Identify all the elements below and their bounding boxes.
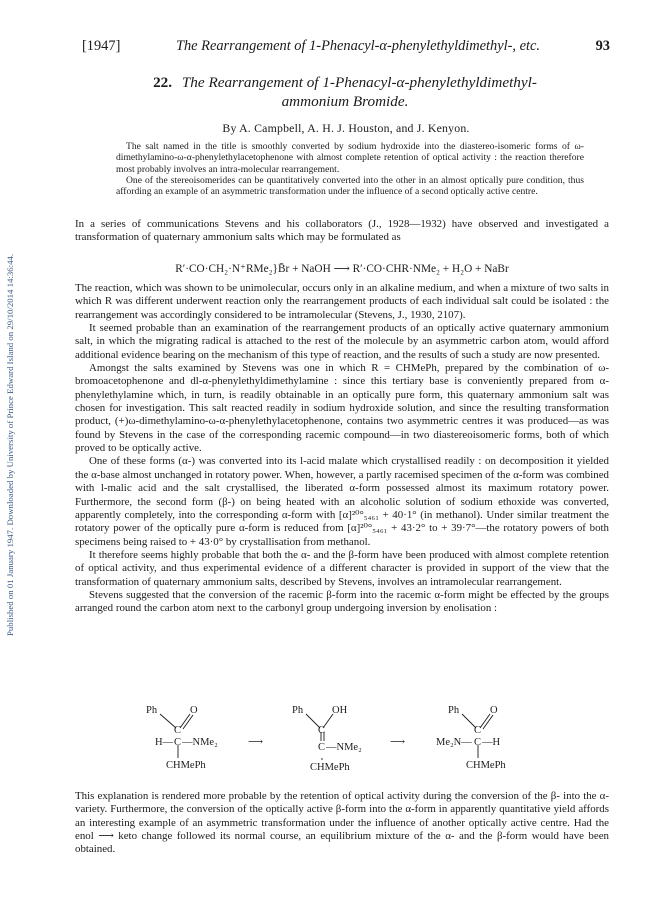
abstract	[116, 141, 584, 197]
closing-text-block	[75, 790, 609, 857]
article-title	[95, 73, 595, 111]
intro-paragraph-block	[75, 218, 609, 245]
s1-phenyl: Ph	[146, 705, 158, 716]
s3-hydrogen: —H	[482, 737, 501, 748]
body-paragraph: It seemed probable than an examination of the rearrangement products of an optically active quaternary ammonium salt, in which the migrating radical is attached to the rest of the molecule by an asymmetric carbon atom, would afford additional evidence bearing on the mechanism of this type of reaction, and the results of such a study are now presented.	[75, 322, 609, 361]
abstract-paragraph: One of the stereoisomerides can be quantitatively converted into the other in an almost optically pure condition, thus affording an example of an asymmetric transformation under the influence of a second optically active centre.	[116, 174, 584, 198]
s1-central-carbon: C	[174, 737, 182, 748]
s1-side-chain: CHMePh	[166, 760, 206, 771]
s3-central-carbon: C	[474, 737, 482, 748]
s2-central-carbon: C	[318, 742, 326, 753]
title-line-2: ammonium Bromide.	[281, 93, 409, 110]
running-title: The Rearrangement of 1-Phenacyl-α-phenylethyldimethyl-, etc.	[175, 38, 540, 54]
running-header	[82, 38, 610, 55]
s3-phenyl: Ph	[448, 705, 460, 716]
s2-phenyl: Ph	[292, 705, 304, 716]
s1-dimethylamino: —NMe₂	[182, 737, 218, 748]
s3-oxygen: O	[490, 705, 498, 716]
s2-enol-carbon: C	[318, 725, 326, 736]
body-paragraph: In a series of communications Stevens and his collaborators (J., 1928—1932) have observed and investigated a transformation of quaternary ammonium salts which may be formulated as	[75, 218, 609, 244]
s2-side-chain: CHMePh	[310, 762, 350, 773]
s3-carbonyl-carbon: C	[474, 725, 482, 736]
arrow-one: ⟶	[248, 737, 264, 748]
header-year: [1947]	[82, 38, 121, 54]
page-number: 93	[595, 38, 610, 54]
reaction-equation: R′·CO·CH₂·N⁺RMe₂}B̄r + NaOH ⟶ R′·CO·CHR·NMe₂ + H₂O + NaBr	[175, 263, 509, 275]
scheme-drawing	[140, 700, 560, 786]
s1-carbonyl-carbon: C	[174, 725, 182, 736]
body-paragraph: It therefore seems highly probable that both the α- and the β-form have been produced with almost complete retention of optical activity, and thus experimental evidence of a different character is provided in support of the view that the transformation of quaternary ammonium salts, described by Stevens, involves an intramolecular rearrangement.	[75, 548, 609, 588]
body-paragraph: The reaction, which was shown to be unimolecular, occurs only in an alkaline medium, and when a mixture of two salts in which R was different underwent reaction only the rearrangement products of each individual salt could be isolated : the rearrangement was accordingly considered to be intramolecular (Stevens, J., 1930, 2107).	[75, 282, 609, 321]
s2-dimethylamino: —NMe₂	[326, 742, 362, 753]
body-paragraph: This explanation is rendered more probable by the retention of optical activity during the conversion of the β- into the α-variety. Furthermore, the conversion of the optically active β-form into the α-form in apparently quantitative yield affords an interesting example of an asymmetric transformation under the influence of another optically active centre. Had the enol ⟶ keto change followed its normal course, an equilibrium mixture of the α- and the β-form would have been obtained.	[75, 790, 609, 856]
article-number: 22.	[153, 74, 173, 91]
s1-oxygen: O	[190, 705, 198, 716]
arrow-two: ⟶	[390, 737, 406, 748]
enolisation-scheme	[140, 700, 560, 786]
abstract-paragraph: The salt named in the title is smoothly converted by sodium hydroxide into the diastereo-isomeric forms of ω-dimethylamino-ω-α-phenylethylacetophenone with almost complete retention of optical activity : the reaction therefore most probably involves an intra-molecular rearrangement.	[116, 141, 584, 175]
body-paragraph: Amongst the salts examined by Stevens was one in which R = CHMePh, prepared by the combination of ω-bromoacetophenone and dl-α-phenylethyldimethylamine : since this tertiary base is conveniently prepared from α-phenylethylamine which, in turn, is readily obtainable in an optically pure form, this quaternary ammonium salt was chosen for investigation. This salt reacted readily in sodium hydroxide solution, and since the resulting transformation product, (+)ω-dimethylamino-ω-α-phenylethylacetophenone, contains two asymmetric centres it was produced—as was found by Stevens in the case of the corresponding racemic compound—in two diastereoisomeric forms, both of which proved to be optically active.	[75, 362, 609, 455]
main-text-block	[75, 282, 609, 616]
body-paragraph: Stevens suggested that the conversion of the racemic β-form into the racemic α-form might be effected by the groups arranged round the carbon atom next to the carbonyl group undergoing inversion by enolisation :	[75, 588, 609, 615]
s1-hydrogen: H—	[155, 737, 174, 748]
s3-dimethylamino: Me₂N—	[436, 737, 472, 748]
body-paragraph: One of these forms (α-) was converted into its l-acid malate which crystallised readily : on decomposition it yielded the α-base almost unchanged in rotatory power. When, however, a partly racemised specimen of the α-form was combined with l-malic acid and the salt crystallised, the liberated α-form possessed almost its maximum rotatory power. Furthermore, the second form (β-) on being heated with an alcoholic solution of sodium ethoxide was converted, apparently completely, into the corresponding α-form with [α]²⁰°₅₄₆₁ + 40·1° (in methanol). Under similar treatment the rotatory power of the optically pure α-form is reduced from [α]²⁰°₅₄₆₁ + 43·2° to + 39·7°—the rotatory powers of both specimens being raised to + 43·0° by crystallisation from methanol.	[75, 455, 609, 548]
s3-side-chain: CHMePh	[466, 760, 506, 771]
download-notice: Published on 01 January 1947. Downloaded by University of Prince Edward Island on 29/10/2014 14:36:44.	[5, 253, 15, 637]
title-line-1: The Rearrangement of 1-Phenacyl-α-phenylethyldimethyl-	[181, 74, 537, 91]
s2-hydroxyl: OH	[332, 705, 348, 716]
author-line: By A. Campbell, A. H. J. Houston, and J. Kenyon.	[222, 121, 470, 135]
